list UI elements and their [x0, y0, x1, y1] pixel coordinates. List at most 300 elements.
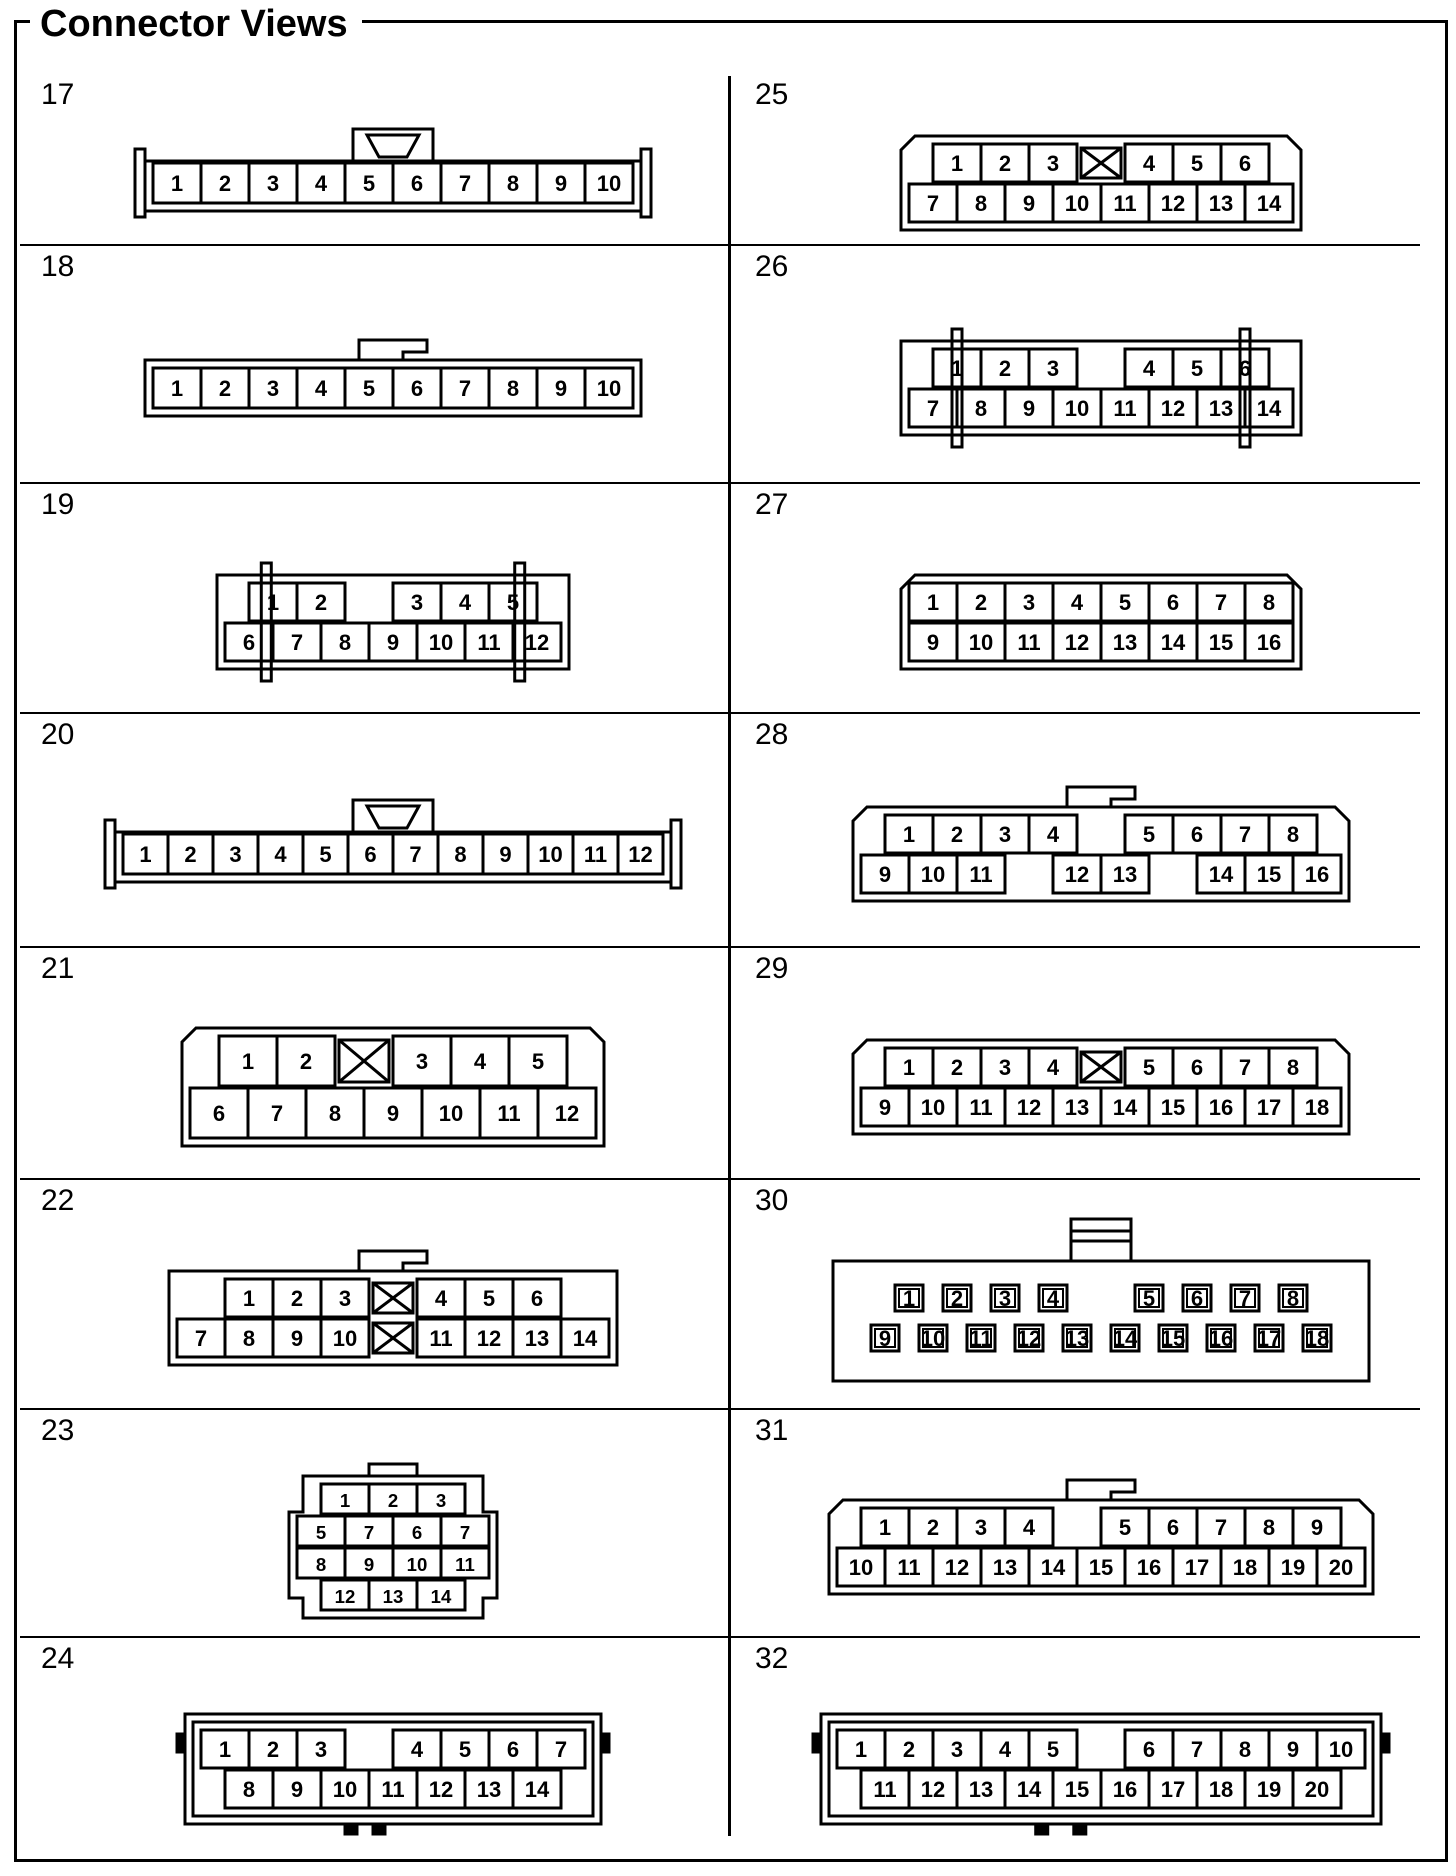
connector-body-group	[182, 1028, 604, 1146]
pin-label: 6	[411, 1522, 423, 1543]
pin-label: 13	[382, 1586, 404, 1607]
connector-view-21	[17, 946, 728, 1178]
pin-label: 7	[290, 630, 304, 655]
pin-label: 2	[974, 590, 988, 615]
pin-label: 10	[1064, 191, 1090, 216]
connector-view-25	[731, 72, 1431, 244]
pin-label: 4	[1046, 822, 1060, 847]
pin-label: 1	[170, 171, 184, 196]
pin-label: 11	[969, 862, 993, 887]
pin-label: 10	[848, 1555, 874, 1580]
bottom-clip	[1074, 1824, 1086, 1834]
pin-label: 11	[1017, 630, 1041, 655]
lock-tab	[359, 1251, 427, 1271]
pin-label: 3	[415, 1049, 429, 1074]
connector-view-26	[731, 244, 1431, 482]
pin-label: 12	[1016, 1326, 1042, 1351]
pin-label: 10	[332, 1326, 358, 1351]
pin-label: 2	[926, 1515, 940, 1540]
pin-label: 13	[1064, 1326, 1090, 1351]
pin-label: 20	[1328, 1555, 1354, 1580]
pin-label: 3	[410, 590, 424, 615]
connector-drawing	[17, 482, 728, 712]
pin-label: 3	[338, 1286, 352, 1311]
end-post	[641, 149, 651, 217]
pin-label: 18	[1232, 1555, 1258, 1580]
pin-label: 2	[314, 590, 328, 615]
pin-label: 8	[1286, 1055, 1300, 1080]
pin-label: 10	[596, 376, 622, 401]
pin-label: 8	[242, 1326, 256, 1351]
pin-label: 1	[950, 151, 964, 176]
connector-number: 30	[755, 1184, 789, 1217]
pin-label: 2	[266, 1737, 280, 1762]
pin-label: 11	[477, 630, 501, 655]
pin-label: 1	[241, 1049, 255, 1074]
pin-label: 8	[1238, 1737, 1252, 1762]
pin-label: 5	[1142, 822, 1156, 847]
pin-label: 13	[524, 1326, 550, 1351]
pin-label: 11	[497, 1101, 521, 1126]
pin-label: 6	[1190, 822, 1204, 847]
connector-number: 20	[41, 718, 75, 751]
page-title: Connector Views	[30, 2, 362, 46]
pin-label: 5	[1046, 1737, 1060, 1762]
pin-label: 5	[531, 1049, 545, 1074]
pin-label: 7	[458, 376, 472, 401]
connector-drawing	[731, 1636, 1431, 1852]
pin-label: 9	[499, 842, 512, 867]
pin-label: 4	[458, 590, 472, 615]
pin-label: 9	[290, 1326, 304, 1351]
pin-label: 1	[878, 1515, 892, 1540]
connector-drawing	[731, 72, 1431, 244]
pin-label: 5	[319, 842, 332, 867]
lock-tab	[1067, 1480, 1135, 1500]
pin-label: 9	[554, 171, 568, 196]
connector-view-19	[17, 482, 728, 712]
pin-label: 16	[1112, 1777, 1138, 1802]
pin-label: 9	[878, 1326, 892, 1351]
connector-number: 24	[41, 1642, 75, 1675]
pin-label: 19	[1280, 1555, 1306, 1580]
pin-label: 5	[1190, 151, 1204, 176]
connector-view-23	[17, 1408, 728, 1636]
pin-label: 8	[1286, 822, 1300, 847]
pin-label: 1	[339, 1490, 351, 1511]
connector-drawing	[731, 712, 1431, 946]
pin-label: 3	[266, 171, 280, 196]
pin-label: 9	[1022, 191, 1036, 216]
connector-body-group	[813, 1714, 1389, 1834]
pin-label: 10	[920, 1326, 946, 1351]
connector-drawing	[17, 72, 728, 244]
pin-label: 2	[387, 1490, 399, 1511]
pin-label: 10	[438, 1101, 464, 1126]
pin-label: 14	[524, 1777, 550, 1802]
pin-label: 4	[274, 842, 287, 867]
end-post	[135, 149, 145, 217]
pin-label: 5	[362, 376, 376, 401]
pin-label: 3	[950, 1737, 964, 1762]
connector-body-group	[901, 329, 1301, 447]
bottom-clip	[345, 1824, 357, 1834]
pin-label: 14	[1256, 396, 1282, 421]
pin-label: 7	[194, 1326, 208, 1351]
pin-label: 1	[139, 842, 152, 867]
pin-label: 14	[1112, 1326, 1138, 1351]
pin-label: 3	[435, 1490, 447, 1511]
pin-label: 3	[974, 1515, 988, 1540]
pin-label: 7	[554, 1737, 568, 1762]
pin-label: 11	[897, 1555, 921, 1580]
pin-label: 12	[334, 1586, 356, 1607]
pin-label: 11	[873, 1777, 897, 1802]
connector-number: 32	[755, 1642, 789, 1675]
pin-label: 1	[854, 1737, 868, 1762]
pin-label: 10	[968, 630, 994, 655]
pin-label: 7	[1238, 1286, 1252, 1311]
connector-number: 17	[41, 78, 75, 111]
connector-body-group	[901, 575, 1301, 669]
pin-label: 17	[1256, 1326, 1282, 1351]
pin-label: 3	[229, 842, 242, 867]
connector-number: 18	[41, 250, 75, 283]
pin-label: 6	[212, 1101, 226, 1126]
pin-label: 3	[998, 1055, 1012, 1080]
connector-body-group	[135, 129, 651, 217]
pin-label: 14	[1016, 1777, 1042, 1802]
pin-label: 6	[1166, 590, 1180, 615]
connector-number: 29	[755, 952, 789, 985]
connector-view-30	[731, 1178, 1431, 1408]
connector-body-group	[177, 1714, 609, 1834]
pin-label: 6	[1190, 1055, 1204, 1080]
end-post	[105, 820, 115, 888]
pin-label: 11	[429, 1326, 453, 1351]
pin-label: 4	[1046, 1286, 1060, 1311]
pin-label: 12	[920, 1777, 946, 1802]
pin-label: 17	[1184, 1555, 1210, 1580]
connector-number: 23	[41, 1414, 75, 1447]
pin-label: 8	[506, 376, 520, 401]
pin-label: 8	[454, 842, 467, 867]
connector-view-24	[17, 1636, 728, 1852]
connector-body-group	[217, 563, 569, 681]
pin-label: 8	[974, 396, 988, 421]
pin-label: 14	[1160, 630, 1186, 655]
pin-label: 1	[170, 376, 184, 401]
pin-label: 8	[315, 1554, 327, 1575]
pin-label: 11	[455, 1554, 475, 1575]
pin-label: 8	[1262, 1515, 1276, 1540]
pin-label: 1	[950, 356, 964, 381]
pin-label: 17	[1256, 1095, 1282, 1120]
pin-label: 1	[242, 1286, 256, 1311]
pin-label: 16	[1136, 1555, 1162, 1580]
pin-label: 7	[926, 396, 940, 421]
connector-view-32	[731, 1636, 1431, 1852]
pin-label: 13	[1208, 396, 1234, 421]
pin-label: 5	[315, 1522, 327, 1543]
pin-label: 8	[974, 191, 988, 216]
pin-label: 11	[583, 842, 608, 867]
side-clip	[601, 1734, 609, 1752]
pin-label: 10	[920, 1095, 946, 1120]
connector-view-29	[731, 946, 1431, 1178]
connector-drawing	[731, 482, 1431, 712]
pin-label: 14	[430, 1586, 452, 1607]
pin-label: 2	[998, 356, 1012, 381]
pin-label: 6	[242, 630, 256, 655]
pin-label: 10	[1064, 396, 1090, 421]
pin-label: 10	[596, 171, 622, 196]
connector-drawing	[731, 1408, 1431, 1636]
pin-label: 5	[458, 1737, 472, 1762]
connector-drawing	[731, 946, 1431, 1178]
connector-drawing	[17, 244, 728, 482]
connector-number: 21	[41, 952, 75, 985]
pin-label: 10	[406, 1554, 428, 1575]
pin-label: 7	[1238, 1055, 1252, 1080]
pin-label: 4	[1142, 151, 1156, 176]
pin-label: 11	[969, 1326, 993, 1351]
pin-label: 15	[1088, 1555, 1114, 1580]
lock-tab	[1067, 787, 1135, 807]
connector-number: 28	[755, 718, 789, 751]
pin-label: 4	[314, 376, 328, 401]
pin-label: 11	[1113, 191, 1137, 216]
connector-number: 22	[41, 1184, 75, 1217]
pin-label: 19	[1256, 1777, 1282, 1802]
pin-label: 12	[524, 630, 550, 655]
pin-label: 4	[410, 1737, 424, 1762]
pin-label: 1	[902, 822, 916, 847]
pin-label: 16	[1304, 862, 1330, 887]
pin-label: 7	[270, 1101, 284, 1126]
lock-latch-inner	[367, 135, 419, 157]
pin-label: 7	[1190, 1737, 1204, 1762]
pin-label: 6	[410, 171, 424, 196]
connector-drawing	[17, 1178, 728, 1408]
pin-label: 8	[1262, 590, 1276, 615]
pin-label: 18	[1304, 1326, 1330, 1351]
connector-drawing	[17, 946, 728, 1178]
pin-label: 8	[242, 1777, 256, 1802]
pin-label: 12	[1016, 1095, 1042, 1120]
pin-label: 17	[1160, 1777, 1186, 1802]
pin-label: 18	[1304, 1095, 1330, 1120]
pin-label: 2	[950, 1055, 964, 1080]
pin-label: 14	[572, 1326, 598, 1351]
pin-label: 12	[944, 1555, 970, 1580]
pin-label: 2	[290, 1286, 304, 1311]
pin-label: 18	[1208, 1777, 1234, 1802]
pin-label: 7	[1214, 590, 1228, 615]
pin-label: 3	[998, 822, 1012, 847]
pin-label: 9	[386, 630, 400, 655]
lock-tab	[359, 340, 427, 360]
pin-label: 4	[1022, 1515, 1036, 1540]
pin-label: 6	[364, 842, 377, 867]
pin-label: 1	[902, 1286, 916, 1311]
pin-label: 14	[1256, 191, 1282, 216]
pin-label: 4	[473, 1049, 487, 1074]
pin-label: 12	[1064, 630, 1090, 655]
pin-label: 12	[1064, 862, 1090, 887]
pin-label: 14	[1208, 862, 1234, 887]
pin-label: 1	[926, 590, 940, 615]
side-clip	[177, 1734, 185, 1752]
pin-label: 13	[1112, 630, 1138, 655]
pin-label: 15	[1064, 1777, 1090, 1802]
connector-drawing	[731, 1178, 1431, 1408]
pin-label: 13	[1112, 862, 1138, 887]
pin-label: 3	[314, 1737, 328, 1762]
pin-label: 9	[554, 376, 568, 401]
pin-label: 7	[1214, 1515, 1228, 1540]
pin-label: 12	[1160, 396, 1186, 421]
pin-label: 20	[1304, 1777, 1330, 1802]
pin-label: 10	[428, 630, 454, 655]
pin-label: 1	[266, 590, 280, 615]
connector-view-17	[17, 72, 728, 244]
pin-label: 3	[266, 376, 280, 401]
connector-number: 19	[41, 488, 75, 521]
pin-label: 11	[381, 1777, 405, 1802]
lock-latch-inner	[367, 806, 419, 828]
end-post	[671, 820, 681, 888]
pin-label: 6	[530, 1286, 544, 1311]
connector-drawing	[17, 712, 728, 946]
connector-number: 27	[755, 488, 789, 521]
pin-label: 13	[968, 1777, 994, 1802]
pin-label: 16	[1208, 1095, 1234, 1120]
pin-label: 4	[1046, 1055, 1060, 1080]
pin-label: 14	[1040, 1555, 1066, 1580]
pin-label: 12	[476, 1326, 502, 1351]
pin-label: 9	[926, 630, 940, 655]
bottom-clip	[1036, 1824, 1048, 1834]
pin-label: 16	[1256, 630, 1282, 655]
pin-label: 10	[1328, 1737, 1354, 1762]
connector-body	[833, 1261, 1369, 1381]
pin-label: 5	[1142, 1055, 1156, 1080]
connector-number: 26	[755, 250, 789, 283]
pin-label: 7	[926, 191, 940, 216]
pin-label: 5	[506, 590, 520, 615]
pin-label: 11	[969, 1095, 993, 1120]
pin-label: 10	[920, 862, 946, 887]
pin-label: 9	[1286, 1737, 1300, 1762]
pin-label: 6	[410, 376, 424, 401]
pin-label: 7	[459, 1522, 471, 1543]
bottom-clip	[373, 1824, 385, 1834]
pin-label: 6	[1238, 151, 1252, 176]
connector-drawing	[17, 1408, 728, 1636]
pin-label: 2	[950, 1286, 964, 1311]
pin-label: 7	[363, 1522, 375, 1543]
connector-view-22	[17, 1178, 728, 1408]
pin-label: 5	[362, 171, 376, 196]
pin-label: 13	[1208, 191, 1234, 216]
side-clip	[813, 1734, 821, 1752]
pin-label: 11	[1113, 396, 1137, 421]
pin-label: 3	[1022, 590, 1036, 615]
pin-label: 9	[878, 862, 892, 887]
lock-tab	[369, 1464, 417, 1476]
pin-label: 5	[482, 1286, 496, 1311]
pin-label: 14	[1112, 1095, 1138, 1120]
pin-label: 9	[1310, 1515, 1324, 1540]
pin-label: 5	[1118, 1515, 1132, 1540]
pin-label: 3	[998, 1286, 1012, 1311]
pin-label: 9	[386, 1101, 400, 1126]
pin-label: 5	[1142, 1286, 1156, 1311]
connector-drawing	[17, 1636, 728, 1852]
pin-label: 3	[1046, 356, 1060, 381]
pin-label: 9	[878, 1095, 892, 1120]
pin-label: 10	[538, 842, 563, 867]
pin-label: 13	[1064, 1095, 1090, 1120]
connector-drawing	[731, 244, 1431, 482]
pin-label: 8	[1286, 1286, 1300, 1311]
pin-label: 9	[363, 1554, 375, 1575]
pin-label: 7	[458, 171, 472, 196]
connector-view-20	[17, 712, 728, 946]
pin-label: 6	[1142, 1737, 1156, 1762]
pin-label: 6	[1166, 1515, 1180, 1540]
pin-label: 8	[328, 1101, 342, 1126]
pin-label: 4	[998, 1737, 1012, 1762]
pin-label: 4	[434, 1286, 448, 1311]
pin-label: 6	[506, 1737, 520, 1762]
connector-view-18	[17, 244, 728, 482]
pin-label: 15	[1256, 862, 1282, 887]
pin-label: 1	[218, 1737, 232, 1762]
pin-label: 4	[1070, 590, 1084, 615]
pin-label: 2	[218, 376, 232, 401]
pin-label: 2	[902, 1737, 916, 1762]
pin-label: 1	[902, 1055, 916, 1080]
pin-label: 4	[1142, 356, 1156, 381]
pin-label: 4	[314, 171, 328, 196]
pin-label: 16	[1208, 1326, 1234, 1351]
connector-view-31	[731, 1408, 1431, 1636]
connector-view-27	[731, 482, 1431, 712]
pin-label: 8	[338, 630, 352, 655]
pin-label: 5	[1190, 356, 1204, 381]
pin-label: 2	[184, 842, 197, 867]
pin-label: 7	[409, 842, 422, 867]
pin-label: 8	[506, 171, 520, 196]
pin-label: 12	[628, 842, 653, 867]
pin-label: 15	[1160, 1095, 1186, 1120]
pin-label: 6	[1238, 356, 1252, 381]
pin-label: 5	[1118, 590, 1132, 615]
pin-label: 13	[992, 1555, 1018, 1580]
pin-label: 10	[332, 1777, 358, 1802]
pin-label: 2	[218, 171, 232, 196]
pin-label: 2	[998, 151, 1012, 176]
pin-label: 13	[476, 1777, 502, 1802]
pin-label: 12	[428, 1777, 454, 1802]
connector-number: 25	[755, 78, 789, 111]
connector-view-28	[731, 712, 1431, 946]
pin-label: 2	[950, 822, 964, 847]
pin-label: 7	[1238, 822, 1252, 847]
connector-body-group	[169, 1251, 617, 1365]
